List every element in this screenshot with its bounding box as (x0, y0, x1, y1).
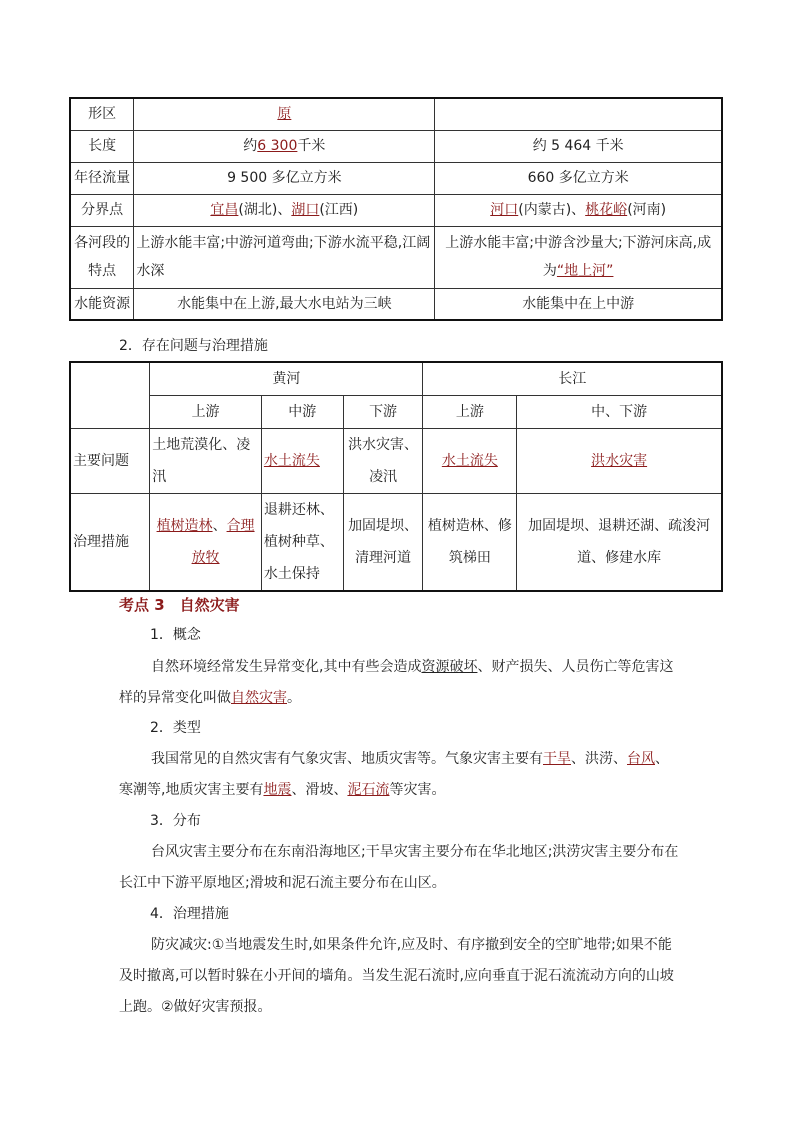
problems-measures-table (69, 361, 723, 592)
subheader: 中、下游 (517, 396, 722, 429)
header-huanghe: 黄河 (150, 362, 423, 396)
table-row (70, 162, 722, 194)
cell-value: 水土流失 (263, 453, 320, 469)
cell-value: 上游水能丰富;中游河道弯曲;下游水流平稳,江阔水深 (134, 226, 435, 288)
table-row (70, 429, 722, 494)
cell-value (435, 98, 722, 130)
row-label: 长度 (70, 130, 134, 162)
table-row (70, 98, 722, 130)
cell-value: 约 5 464 千米 (435, 130, 722, 162)
cell-value: 土地荒漠化、凌汛 (150, 429, 262, 494)
cell-value: 水能集中在上中游 (435, 288, 722, 320)
cell-value: 水能集中在上游,最大水电站为三峡 (134, 288, 435, 320)
section-caption: 2．存在问题与治理措施 (119, 338, 268, 354)
row-label: 形区 (70, 98, 134, 130)
subsection-title: 3．分布 (150, 813, 201, 829)
cell-value: 660 多亿立方米 (435, 162, 722, 194)
row-label: 治理措施 (70, 494, 150, 592)
table-row: 长度 约6 300千米 约 5 464 千米 (70, 130, 722, 162)
paragraph: 我国常见的自然灾害有气象灾害、地质灾害等。气象灾害主要有干旱、洪涝、台风、寒潮等,地质灾害主要有地震、滑坡、泥石流等灾害。 (119, 751, 669, 798)
cell-value: 水土流失 (441, 453, 498, 469)
table-row: 各河段的特点 上游水能丰富;中游河道弯曲;下游水流平稳,江阔水深 上游水能丰富;中游含沙量大;下游河床高,成为“地上河” (70, 226, 722, 288)
cell-value: 加固堤坝、退耕还湖、疏浚河道、修建水库 (517, 494, 722, 592)
cell-value: 原 (277, 106, 292, 123)
subheader: 上游 (150, 396, 262, 429)
cell-value: 植树造林、修筑梯田 (423, 494, 517, 592)
header-changjiang: 长江 (423, 362, 722, 396)
table-row (70, 362, 722, 396)
subheader: 上游 (423, 396, 517, 429)
subsection-title: 1．概念 (150, 627, 201, 643)
table-row (70, 288, 722, 320)
comparison-table (69, 97, 723, 321)
row-label: 年径流量 (70, 162, 134, 194)
paragraph: 自然环境经常发生异常变化,其中有些会造成资源破坏、财产损失、人员伤亡等危害这样的异常变化叫做自然灾害。 (119, 659, 674, 706)
subheader: 下游 (343, 396, 423, 429)
cell-value: 退耕还林、植树种草、水土保持 (261, 494, 343, 592)
table-row: 分界点 宜昌(湖北)、湖口(江西) 河口(内蒙古)、桃花峪(河南) (70, 194, 722, 226)
row-label: 各河段的特点 (70, 226, 134, 288)
table-row (70, 396, 722, 429)
section-heading: 考点 3 自然灾害 (119, 596, 240, 614)
paragraph: 台风灾害主要分布在东南沿海地区;干旱灾害主要分布在华北地区;洪涝灾害主要分布在长江中下游平原地区;滑坡和泥石流主要分布在山区。 (119, 844, 679, 891)
row-label: 水能资源 (70, 288, 134, 320)
cell-value: 9 500 多亿立方米 (134, 162, 435, 194)
cell-value: 6 300 (257, 138, 298, 154)
cell-value: 洪水灾害、凌汛 (343, 429, 423, 494)
subheader: 中游 (261, 396, 343, 429)
table-row: 治理措施 植树造林、合理放牧 退耕还林、植树种草、水土保持 加固堤坝、清理河道 植树造林、修筑梯田 加固堤坝、退耕还湖、疏浚河道、修建水库 (70, 494, 722, 592)
row-label: 主要问题 (70, 429, 150, 494)
subsection-title: 4．治理措施 (150, 906, 229, 922)
cell-value: 加固堤坝、清理河道 (343, 494, 423, 592)
paragraph: 防灾减灾:①当地震发生时,如果条件允许,应及时、有序撤到安全的空旷地带;如果不能及时撤离,可以暂时躲在小开间的墙角。当发生泥石流时,应向垂直于泥石流流动方向的山坡上跑。②做好灾害预报。 (119, 937, 674, 1015)
cell-value: 洪水灾害 (591, 453, 648, 469)
subsection-title: 2．类型 (150, 720, 201, 736)
row-label: 分界点 (70, 194, 134, 226)
